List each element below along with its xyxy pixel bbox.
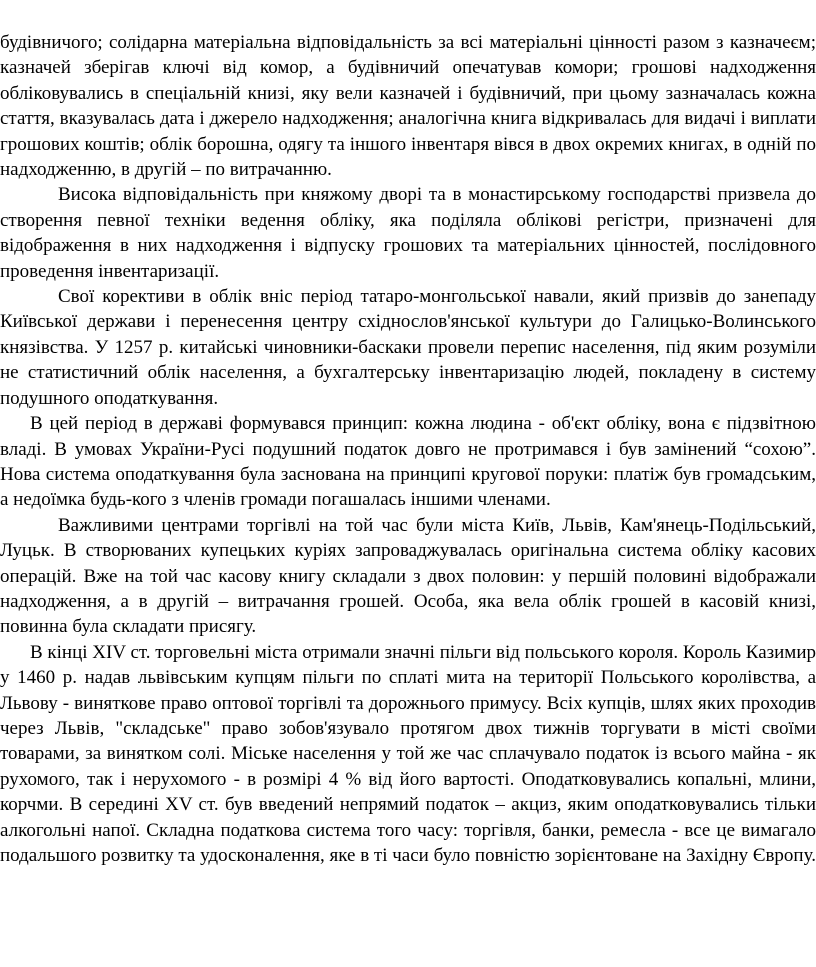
paragraph-principle: В цей період в державі формувався принцип: кожна людина - об'єкт обліку, вона є підзвітною владі. В умовах України-Русі подушний податок довго не протримався і був замінений “сохою”. Нова система оподаткування була заснована на принципі кругової поруки: платіж був громадським, а недоїмка будь-кого з членів громади погашалась іншими членами. (0, 413, 816, 511)
paragraph-xiv-century: В кінці XIV ст. торговельні міста отримали значні пільги від польського короля. Король Казимир у 1460 р. надав львівським купцям пільги по сплаті мита на території Польського королівства, а Львову - виняткове право оптової торгівлі та дорожнього примусу. Всіх купців, шлях яких проходив через Львів, "складське" право зобов'язувало протягом двох тижнів торгувати в місті своїми товарами, за винятком солі. Міське населення у той же час сплачувало податок із всього майна - як рухомого, так і нерухомого - в розмірі 4 % від його вартості. Оподатковувались копальні, млини, корчми. В середині XV ст. був введений непрямий податок – акциз, яким оподатковувались тільки алкогольні напої. Складна податкова система того часу: торгівля, банки, ремесла - все це вимагало подальшого розвитку та удосконалення, яке в ті часи було повністю зорієнтоване на Західну Європу. (0, 641, 816, 866)
paragraph-mongol-period: Свої корективи в облік вніс період татаро-монгольської навали, який призвів до занепаду Київської держави і перенесення центру східнослов'янської культури до Галицько-Волинського князівства. У 1257 р. китайські чиновники-баскаки провели перепис населення, під яким розуміли не статистичний облік населення, а бухгалтерську інвентаризацію людей, покладену в систему подушного оподаткування. (0, 286, 816, 409)
paragraph-responsibility: Висока відповідальність при княжому дворі та в монастирському господарстві призвела до створення певної техніки ведення обліку, яка поділяла облікові регістри, призначені для відображення в них надходження і відпуску грошових та матеріальних цінностей, послідовного проведення інвентаризації. (0, 184, 816, 282)
paragraph-trade-centers: Важливими центрами торгівлі на той час були міста Київ, Львів, Кам'янець-Подільський, Луцьк. В створюваних купецьких куріях запроваджувалась оригінальна система обліку касових операцій. Вже на той час касову книгу складали з двох половин: у першій половині відображали надходження, а в другій – витрачання грошей. Особа, яка вела облік грошей в касовій книзі, повинна була складати присягу. (0, 514, 816, 638)
paragraph-continuation: будівничого; солідарна матеріальна відповідальність за всі матеріальні цінності разом з казначеєм; казначей зберігав ключі від комор, а будівничий опечатував комори; грошові надходження обліковувались в спеціальній книзі, яку вели казначей і будівничий, при цьому зазначалась кожна стаття, вказувалась дата і джерело надходження; аналогічна книга відкривалась для видачі і виплати грошових коштів; облік борошна, одягу та іншого інвентаря вівся в двох окремих книгах, в одній по надходженню, в другій – по витрачанню. (0, 32, 816, 181)
